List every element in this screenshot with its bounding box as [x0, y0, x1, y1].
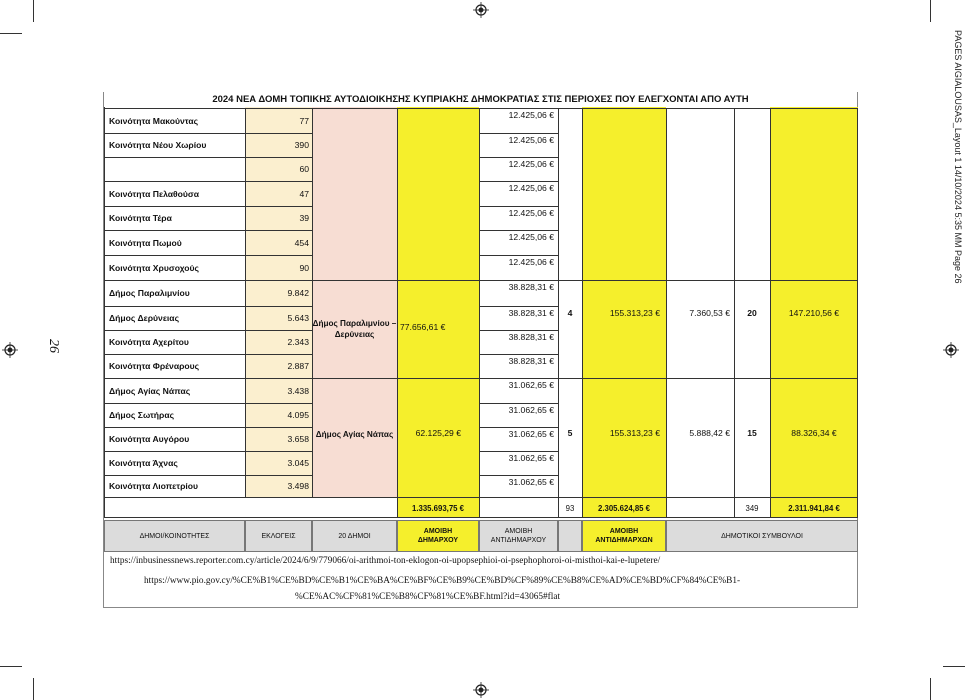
crop-mark: [930, 0, 931, 22]
row-voters: 2.343: [287, 337, 309, 347]
row-payment: 38.828,31 €: [508, 282, 554, 292]
row-name: Κοινότητα Τέρα: [109, 213, 172, 223]
header-gap: [558, 520, 582, 552]
row-voters: 77: [299, 115, 309, 126]
grid-line: [558, 497, 858, 498]
grid-line: [104, 206, 312, 207]
group-mayor-pay: 62.125,29 €: [415, 428, 461, 438]
row-name: Κοινότητα Λιοπετρίου: [109, 481, 199, 491]
grid-line: [558, 378, 858, 379]
grid-line: [312, 378, 479, 379]
crop-mark: [33, 678, 34, 700]
row-name: Δήμος Σωτήρας: [109, 410, 175, 420]
page-number-mark: 26: [46, 339, 61, 353]
grid-line: [397, 108, 398, 517]
grid-line: [312, 497, 479, 498]
grid-line: [104, 427, 312, 428]
registration-mark-icon: [473, 682, 489, 698]
grid-line: [104, 157, 312, 158]
grid-line: [104, 108, 312, 109]
grid-line: [104, 280, 312, 281]
total-deputies-pay: 2.305.624,85 €: [597, 504, 651, 513]
row-payment: 38.828,31 €: [508, 308, 554, 318]
row-name: Δήμος Αγίας Νάπας: [109, 385, 191, 396]
crop-mark: [33, 0, 34, 22]
group-municipality: Δήμος Αγίας Νάπας: [315, 430, 394, 439]
grid-line: [104, 354, 312, 355]
header-deputy-mayor-pay: ΑΜΟΙΒΗ ΑΝΤΙΔΗΜΑΡΧΟΥ: [479, 520, 558, 552]
group-deputies-count: 5: [567, 428, 573, 438]
total-deputies-count: 93: [565, 504, 575, 513]
source-link[interactable]: https://www.pio.gov.cy/%CE%B1%CE%BD%CE%B1%CE%BA%CE%BF%CE%B9%CE%BD%CF%89%CE%B8%CE%AD%CE%BD%CF%84%CE%B1-: [144, 576, 741, 586]
totals-line: [104, 517, 858, 518]
row-payment: 12.425,06 €: [508, 208, 554, 218]
row-name: Κοινότητα Μακούντας: [109, 115, 199, 126]
row-name: Κοινότητα Αυγόρου: [109, 434, 190, 444]
row-voters: 47: [299, 188, 309, 199]
row-voters: 5.643: [287, 313, 309, 323]
row-payment: 31.062,65 €: [508, 405, 554, 415]
mayor-column-bg: [397, 107, 479, 517]
header-mayor-pay: ΑΜΟΙΒΗ ΔΗΜΑΡΧΟΥ: [397, 520, 479, 552]
side-print-note: PAGES AIGIALOUSAS_Layout 1 14/10/2024 5:35 ΜΜ Page 26: [953, 30, 963, 284]
total-councillors-pay: 2.311.941,84 €: [788, 504, 840, 513]
row-voters: 3.438: [287, 385, 309, 396]
total-councillors-count: 349: [745, 504, 759, 513]
row-payment: 31.062,65 €: [508, 429, 554, 439]
source-link[interactable]: https://inbusinessnews.reporter.com.cy/article/2024/6/9/779066/oi-arithmoi-ton-eklogon-oi-upopsephioi-oi-psephophoroi-oi-misthoi-kai-e-lupetere/: [110, 556, 661, 566]
grid-line: [104, 403, 312, 404]
row-name: Κοινότητα Πωμού: [109, 237, 182, 248]
row-payment: 31.062,65 €: [508, 477, 554, 487]
grid-line: [312, 108, 479, 109]
row-name: Κοινότητα Αχερίτου: [109, 337, 189, 347]
header-communities: ΔΗΜΟΙ/ΚΟΙΝΟΤΗΤΕΣ: [104, 520, 245, 552]
header-elections: ΕΚΛΟΓΕΙΣ: [245, 520, 312, 552]
row-voters: 90: [299, 262, 309, 273]
row-name: Δήμος Παραλιμνίου: [109, 288, 190, 298]
grid-line: [104, 133, 312, 134]
crop-mark: [943, 666, 965, 667]
grid-line: [104, 497, 312, 498]
grid-line: [104, 330, 312, 331]
row-name: Κοινότητα Πελαθούσα: [109, 188, 200, 199]
row-voters: 454: [294, 237, 309, 248]
row-payment: 12.425,06 €: [508, 110, 554, 120]
group-mayor-pay: 77.656,61 €: [400, 322, 446, 332]
grid-line: [104, 306, 312, 307]
grid-line: [104, 230, 312, 231]
total-mayor-pay: 1.335.693,75 €: [411, 504, 465, 513]
group-extra-pay: 7.360,53 €: [689, 308, 730, 318]
grid-line: [104, 181, 312, 182]
group-councillors-pay: 147.210,56 €: [788, 308, 840, 318]
group-councillors-count: 15: [747, 428, 757, 438]
row-voters: 39: [299, 213, 309, 223]
page-title: 2024 ΝΕΑ ΔΟΜΗ ΤΟΠΙΚΗΣ ΑΥΤΟΔΙΟΙΚΗΣΗΣ ΚΥΠΡΙΑΚΗΣ ΔΗΜΟΚΡΑΤΙΑΣ ΣΤΙΣ ΠΕΡΙΟΧΕΣ ΠΟΥ ΕΛΕΓΧΟΝΤΑΙ ΑΠΟ ΑΥΤΗ: [104, 92, 857, 107]
grid-line: [104, 378, 312, 379]
grid-line: [104, 451, 312, 452]
row-name: Κοινότητα Φρέναρους: [109, 361, 200, 371]
crop-mark: [0, 33, 22, 34]
row-name: Δήμος Δερύνειας: [109, 313, 180, 323]
grid-line: [312, 280, 479, 281]
row-voters: 9.842: [287, 288, 309, 298]
row-voters: 2.887: [287, 361, 309, 371]
row-voters: 3.045: [287, 458, 309, 468]
row-payment: 12.425,06 €: [508, 183, 554, 193]
crop-mark: [930, 678, 931, 700]
row-voters: 390: [294, 140, 309, 150]
grid-line: [104, 475, 312, 476]
group-deputies-pay: 155.313,23 €: [609, 308, 660, 318]
group-municipality: Δήμος Παραλιμνίου – Δερύνειας: [312, 319, 397, 339]
group-deputies-pay: 155.313,23 €: [609, 428, 660, 438]
grid-line: [558, 108, 858, 109]
row-payment: 31.062,65 €: [508, 453, 554, 463]
grid-line: [558, 280, 858, 281]
header-municipalities: 20 ΔΗΜΟΙ: [312, 520, 397, 552]
source-link-continued[interactable]: %CE%AC%CF%81%CE%B8%CF%81%CE%BF.html?id=43065#flat: [295, 592, 561, 602]
row-payment: 12.425,06 €: [508, 257, 554, 267]
row-payment: 31.062,65 €: [508, 380, 554, 390]
row-payment: 38.828,31 €: [508, 356, 554, 366]
row-payment: 12.425,06 €: [508, 135, 554, 145]
row-payment: 38.828,31 €: [508, 332, 554, 342]
row-name: [105, 162, 243, 176]
row-voters: 4.095: [287, 410, 309, 420]
grid-line: [479, 497, 558, 498]
registration-mark-icon: [2, 342, 18, 358]
row-payment: 12.425,06 €: [508, 159, 554, 169]
crop-mark: [0, 666, 22, 667]
row-voters: 3.658: [287, 434, 309, 444]
row-voters: 60: [299, 164, 309, 174]
header-deputy-mayors-pay: ΑΜΟΙΒΗ ΑΝΤΙΔΗΜΑΡΧΩΝ: [582, 520, 666, 552]
grid-line: [104, 255, 312, 256]
header-councillors: ΔΗΜΟΤΙΚΟΙ ΣΥΜΒΟΥΛΟΙ: [666, 520, 858, 552]
registration-mark-icon: [473, 2, 489, 18]
row-name: Κοινότητα Νέου Χωρίου: [109, 140, 207, 150]
group-deputies-count: 4: [567, 308, 573, 318]
row-name: Κοινότητα Χρυσοχούς: [109, 262, 200, 273]
registration-mark-icon: [943, 342, 959, 358]
row-payment: 12.425,06 €: [508, 232, 554, 242]
group-councillors-pay: 88.326,34 €: [791, 428, 837, 438]
group-extra-pay: 5.888,42 €: [689, 428, 730, 438]
row-voters: 3.498: [287, 481, 309, 491]
row-name: Κοινότητα Άχνας: [109, 458, 178, 468]
group-councillors-count: 20: [747, 308, 757, 318]
